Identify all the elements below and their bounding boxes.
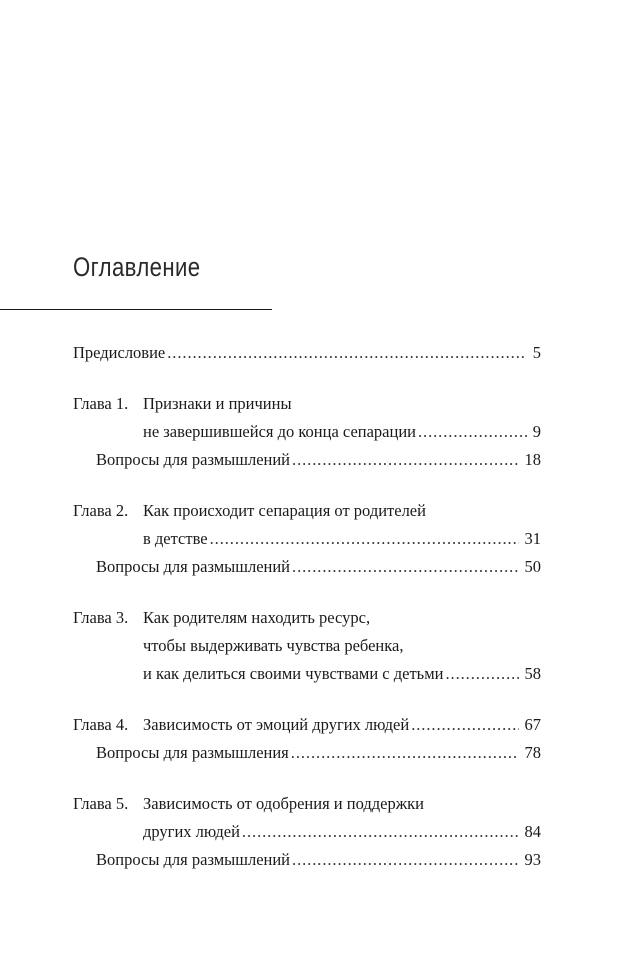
- toc-entry-chapter-5-cont[interactable]: [73, 818, 541, 846]
- chapter-number: Глава 5.: [73, 794, 129, 813]
- subsection-label: Вопросы для размышлений: [96, 450, 291, 469]
- chapter-title-line: не завершившейся до конца сепарации: [143, 422, 416, 441]
- chapter-title-line: и как делиться своими чувствами с детьми: [143, 664, 444, 683]
- leader-dots: [292, 446, 518, 474]
- toc-entry-chapter-2-questions[interactable]: [73, 553, 541, 581]
- chapter-title-line: чтобы выдерживать чувства ребенка,: [143, 636, 404, 655]
- toc-page-number: 78: [524, 743, 541, 762]
- toc-entry-chapter-3[interactable]: [73, 604, 541, 632]
- toc-entry-chapter-1[interactable]: [73, 390, 541, 418]
- toc-page-number: 67: [524, 715, 541, 734]
- leader-dots: [210, 525, 519, 553]
- leader-dots: [418, 418, 527, 446]
- leader-dots: [291, 739, 519, 767]
- toc-page-number: 84: [524, 822, 541, 841]
- toc-entry-chapter-3-cont[interactable]: [73, 632, 541, 660]
- leader-dots: [445, 660, 518, 688]
- subsection-label: Вопросы для размышлений: [96, 557, 291, 576]
- toc-page-number: 50: [524, 557, 541, 576]
- leader-dots: [167, 339, 527, 367]
- toc-page-number: 18: [524, 450, 541, 469]
- chapter-title-line: Как родителям находить ресурс,: [143, 608, 371, 627]
- chapter-number: Глава 2.: [73, 501, 129, 520]
- toc-entry-label: Предисловие: [73, 343, 166, 362]
- chapter-number: Глава 1.: [73, 394, 129, 413]
- title-underline: [0, 309, 272, 310]
- toc-entry-preface[interactable]: [73, 339, 541, 367]
- toc-entry-chapter-2[interactable]: [73, 497, 541, 525]
- table-of-contents: [73, 339, 541, 874]
- page-title: Оглавление: [73, 252, 201, 282]
- chapter-title-line: Как происходит сепарация от родителей: [143, 501, 426, 520]
- chapter-number: Глава 3.: [73, 608, 129, 627]
- toc-page-number: 58: [524, 664, 541, 683]
- toc-entry-chapter-5[interactable]: [73, 790, 541, 818]
- leader-dots: [242, 818, 519, 846]
- chapter-title-line: Зависимость от одобрения и поддержки: [143, 794, 424, 813]
- chapter-title-line: в детстве: [143, 529, 208, 548]
- toc-entry-chapter-1-cont[interactable]: [73, 418, 541, 446]
- toc-entry-chapter-5-questions[interactable]: [73, 846, 541, 874]
- toc-entry-chapter-4[interactable]: [73, 711, 541, 739]
- toc-entry-chapter-2-cont[interactable]: [73, 525, 541, 553]
- chapter-title-line: Зависимость от эмоций других людей: [143, 715, 410, 734]
- toc-page-number: 9: [532, 422, 541, 441]
- chapter-title-line: Признаки и причины: [143, 394, 292, 413]
- chapter-number: Глава 4.: [73, 715, 129, 734]
- toc-entry-chapter-4-questions[interactable]: [73, 739, 541, 767]
- leader-dots: [292, 553, 518, 581]
- leader-dots: [411, 711, 518, 739]
- toc-page-number: 31: [524, 529, 541, 548]
- toc-entry-chapter-3-cont-2[interactable]: [73, 660, 541, 688]
- toc-page-number: 5: [532, 343, 541, 362]
- subsection-label: Вопросы для размышления: [96, 743, 289, 762]
- toc-entry-chapter-1-questions[interactable]: [73, 446, 541, 474]
- leader-dots: [292, 846, 518, 874]
- subsection-label: Вопросы для размышлений: [96, 850, 291, 869]
- toc-page-number: 93: [524, 850, 541, 869]
- chapter-title-line: других людей: [143, 822, 240, 841]
